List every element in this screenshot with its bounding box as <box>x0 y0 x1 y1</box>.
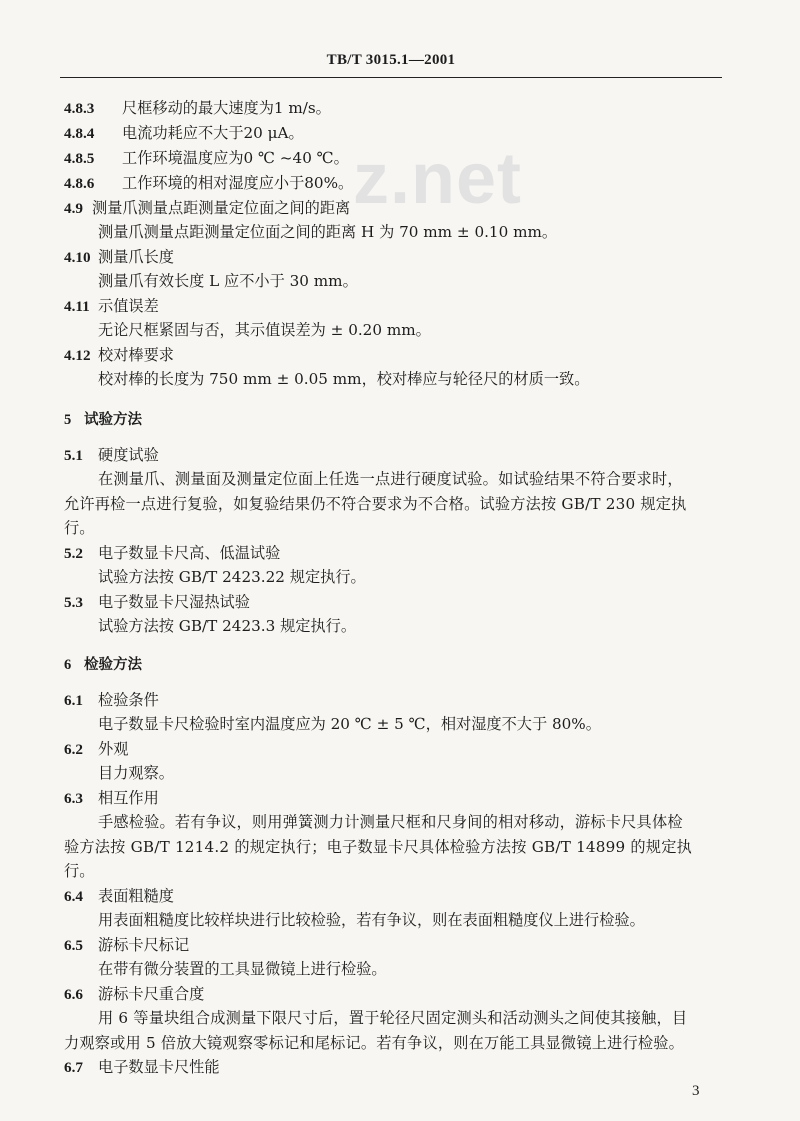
paragraph-line: 用 6 等量块组合成测量下限尺寸后，置于轮径尺固定测头和活动测头之间使其接触，目 <box>98 1009 688 1027</box>
clause-6-3 <box>64 788 159 809</box>
clause-heading: 电子数显卡尺湿热试验 <box>98 593 250 611</box>
paragraph-line: 在带有微分装置的工具显微镜上进行检验。 <box>98 960 387 978</box>
clause-heading: 游标卡尺标记 <box>98 936 190 954</box>
clause-4-8-5 <box>64 148 349 169</box>
clause-4-8-6 <box>64 173 353 194</box>
paragraph-line: 电子数显卡尺检验时室内温度应为 20 ℃ ± 5 ℃，相对湿度不大于 80%。 <box>98 715 601 733</box>
clause-number: 5.1 <box>64 447 83 464</box>
clause-heading: 检验条件 <box>98 691 159 709</box>
clause-heading: 外观 <box>98 740 129 758</box>
clause-6-6 <box>64 984 204 1005</box>
standard-code-header: TB/T 3015.1—2001 <box>326 52 456 68</box>
section-title: 试验方法 <box>84 412 142 428</box>
clause-number: 6.3 <box>64 790 83 807</box>
clause-text: 电流功耗应不大于20 μA。 <box>122 124 304 142</box>
clause-6-4 <box>64 886 174 907</box>
clause-number: 4.8.6 <box>64 175 95 192</box>
paragraph-line: 手感检验。若有争议，则用弹簧测力计测量尺框和尺身间的相对移动，游标卡尺具体检 <box>98 813 683 831</box>
section-6-heading <box>64 655 142 675</box>
section-title: 检验方法 <box>84 657 142 673</box>
clause-number: 4.8.5 <box>64 150 95 167</box>
clause-number: 4.8.3 <box>64 100 95 117</box>
section-number: 5 <box>64 412 72 428</box>
paragraph-line: 行。 <box>64 862 95 880</box>
paragraph-line: 目力观察。 <box>98 764 174 782</box>
clause-heading: 示值误差 <box>98 297 159 315</box>
paragraph-line: 允许再检一点进行复验，如复验结果仍不符合要求为不合格。试验方法按 GB/T 230 规定执 <box>64 495 687 513</box>
paragraph-line: 在测量爪、测量面及测量定位面上任选一点进行硬度试验。如试验结果不符合要求时， <box>98 470 683 488</box>
clause-4-8-3 <box>64 98 331 119</box>
clause-5-3 <box>64 592 250 613</box>
paragraph-line: 试验方法按 GB/T 2423.22 规定执行。 <box>98 568 366 586</box>
page-number: 3 <box>692 1083 700 1099</box>
clause-number: 5.2 <box>64 545 83 562</box>
clause-heading: 测量爪测量点距测量定位面之间的距离 <box>92 199 351 217</box>
clause-heading: 硬度试验 <box>98 446 159 464</box>
clause-4-12 <box>64 345 174 366</box>
paragraph-line: 测量爪有效长度 L 应不小于 30 mm。 <box>98 272 358 290</box>
section-5-heading <box>64 410 142 430</box>
clause-5-1 <box>64 445 159 466</box>
clause-heading: 测量爪长度 <box>98 248 174 266</box>
clause-4-8-4 <box>64 123 304 144</box>
clause-heading: 相互作用 <box>98 789 159 807</box>
clause-number: 4.11 <box>64 298 90 315</box>
paragraph-line: 用表面粗糙度比较样块进行比较检验，若有争议，则在表面粗糙度仪上进行检验。 <box>98 911 645 929</box>
clause-number: 6.4 <box>64 888 83 905</box>
clause-4-9 <box>64 198 350 219</box>
clause-5-2 <box>64 543 280 564</box>
clause-number: 6.2 <box>64 741 83 758</box>
clause-heading: 校对棒要求 <box>98 346 174 364</box>
clause-number: 4.8.4 <box>64 125 95 142</box>
paragraph-line: 校对棒的长度为 750 mm ± 0.05 mm，校对棒应与轮径尺的材质一致。 <box>98 370 590 388</box>
paragraph-line: 行。 <box>64 519 95 537</box>
clause-6-5 <box>64 935 189 956</box>
clause-number: 6.7 <box>64 1059 83 1076</box>
clause-text: 工作环境温度应为0 ℃ ~40 ℃。 <box>122 149 349 167</box>
clause-6-1 <box>64 690 159 711</box>
clause-number: 4.12 <box>64 347 91 364</box>
clause-number: 4.9 <box>64 200 83 217</box>
clause-heading: 电子数显卡尺性能 <box>98 1058 220 1076</box>
clause-heading: 表面粗糙度 <box>98 887 174 905</box>
paragraph-line: 力观察或用 5 倍放大镜观察零标记和尾标记。若有争议，则在万能工具显微镜上进行检验。 <box>64 1034 685 1052</box>
clause-number: 5.3 <box>64 594 83 611</box>
clause-4-10 <box>64 247 174 268</box>
clause-4-11 <box>64 296 159 317</box>
clause-6-2 <box>64 739 128 760</box>
clause-6-7 <box>64 1057 220 1078</box>
clause-number: 4.10 <box>64 249 91 266</box>
clause-heading: 电子数显卡尺高、低温试验 <box>98 544 281 562</box>
paragraph-line: 无论尺框紧固与否，其示值误差为 ± 0.20 mm。 <box>98 321 431 339</box>
paragraph-line: 测量爪测量点距测量定位面之间的距离 H 为 70 mm ± 0.10 mm。 <box>98 223 558 241</box>
clause-heading: 游标卡尺重合度 <box>98 985 205 1003</box>
paragraph-line: 验方法按 GB/T 1214.2 的规定执行；电子数显卡尺具体检验方法按 GB/T 14899 的规定执 <box>64 838 692 856</box>
section-number: 6 <box>64 657 72 673</box>
clause-number: 6.1 <box>64 692 83 709</box>
clause-number: 6.6 <box>64 986 83 1003</box>
paragraph-line: 试验方法按 GB/T 2423.3 规定执行。 <box>98 617 357 635</box>
watermark: z.net <box>353 139 523 219</box>
clause-text: 工作环境的相对湿度应小于80%。 <box>122 174 354 192</box>
clause-number: 6.5 <box>64 937 83 954</box>
clause-text: 尺框移动的最大速度为1 m/s。 <box>122 99 331 117</box>
